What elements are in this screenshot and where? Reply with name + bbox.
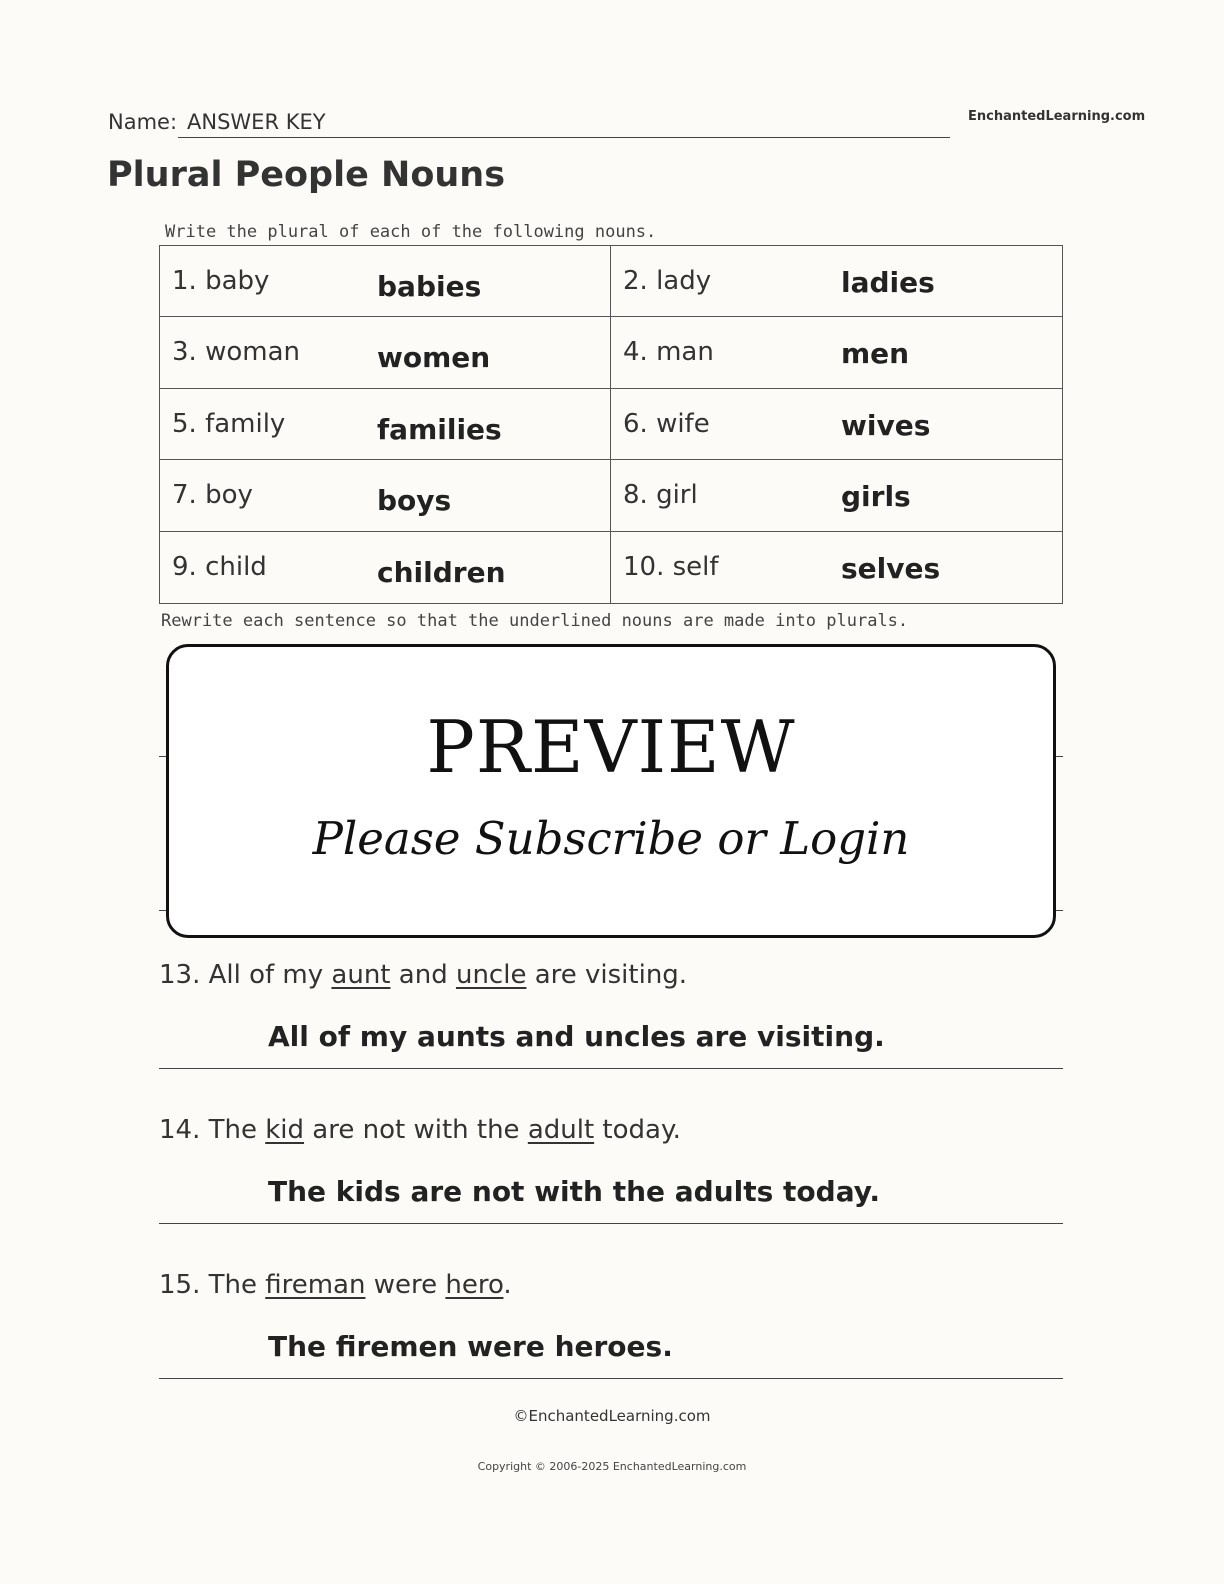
table-cell <box>160 246 611 317</box>
answer-15: The firemen were heroes. <box>268 1330 673 1363</box>
plural-answer: women <box>377 341 491 375</box>
noun-word: 5. family <box>172 408 286 439</box>
instruction-part1: Write the plural of each of the following nouns. <box>165 222 657 242</box>
preview-overlay[interactable] <box>166 644 1056 938</box>
table-cell <box>160 460 611 531</box>
plural-answer: babies <box>377 270 482 303</box>
name-label: Name: <box>108 110 178 134</box>
name-value: ANSWER KEY <box>187 110 326 134</box>
question-13: 13. All of my aunt and uncle are visiting. <box>159 960 688 990</box>
answer-14: The kids are not with the adults today. <box>268 1175 881 1208</box>
noun-word: 6. wife <box>623 408 710 439</box>
question-14: 14. The kid are not with the adult today. <box>159 1115 681 1145</box>
preview-title: PREVIEW <box>426 705 796 789</box>
table-cell <box>611 460 1062 531</box>
noun-word: 9. child <box>172 551 267 582</box>
answer-line <box>159 1378 1063 1379</box>
underlined-noun: fireman <box>265 1270 366 1300</box>
site-label: EnchantedLearning.com <box>968 109 1146 124</box>
plural-answer: children <box>377 555 506 589</box>
plural-table <box>159 245 1063 604</box>
answer-line <box>159 1068 1063 1069</box>
noun-word: 1. baby <box>172 266 270 296</box>
table-cell <box>611 317 1062 388</box>
table-cell <box>611 389 1062 460</box>
underlined-noun: kid <box>265 1115 305 1145</box>
instruction-part2: Rewrite each sentence so that the underlined nouns are made into plurals. <box>161 611 909 631</box>
noun-word: 3. woman <box>172 337 300 368</box>
page-title: Plural People Nouns <box>107 155 506 195</box>
noun-word: 8. girl <box>623 480 698 511</box>
underlined-noun: uncle <box>455 960 527 990</box>
question-15: 15. The fireman were hero. <box>159 1270 512 1300</box>
footer-copyright: Copyright © 2006-2025 EnchantedLearning.com <box>477 1460 747 1473</box>
name-line <box>178 137 950 138</box>
footer-site: ©EnchantedLearning.com <box>513 1407 711 1425</box>
plural-answer: selves <box>841 551 941 585</box>
table-cell <box>611 532 1062 603</box>
table-cell <box>160 532 611 603</box>
plural-answer: men <box>841 337 910 371</box>
noun-word: 4. man <box>623 337 714 368</box>
plural-answer: girls <box>841 480 911 514</box>
underlined-noun: hero <box>445 1270 504 1300</box>
noun-word: 10. self <box>623 551 719 582</box>
answer-line <box>159 1223 1063 1224</box>
underlined-noun: adult <box>527 1115 595 1145</box>
preview-subtitle: Please Subscribe or Login <box>312 812 910 865</box>
plural-answer: boys <box>377 484 452 518</box>
noun-word: 7. boy <box>172 480 253 511</box>
underlined-noun: aunt <box>331 960 391 990</box>
noun-word: 2. lady <box>623 266 712 296</box>
answer-13: All of my aunts and uncles are visiting. <box>268 1020 885 1053</box>
plural-answer: ladies <box>841 266 935 299</box>
plural-answer: families <box>377 412 502 446</box>
plural-answer: wives <box>841 408 931 442</box>
table-cell <box>160 317 611 388</box>
table-cell <box>611 246 1062 317</box>
table-cell <box>160 389 611 460</box>
